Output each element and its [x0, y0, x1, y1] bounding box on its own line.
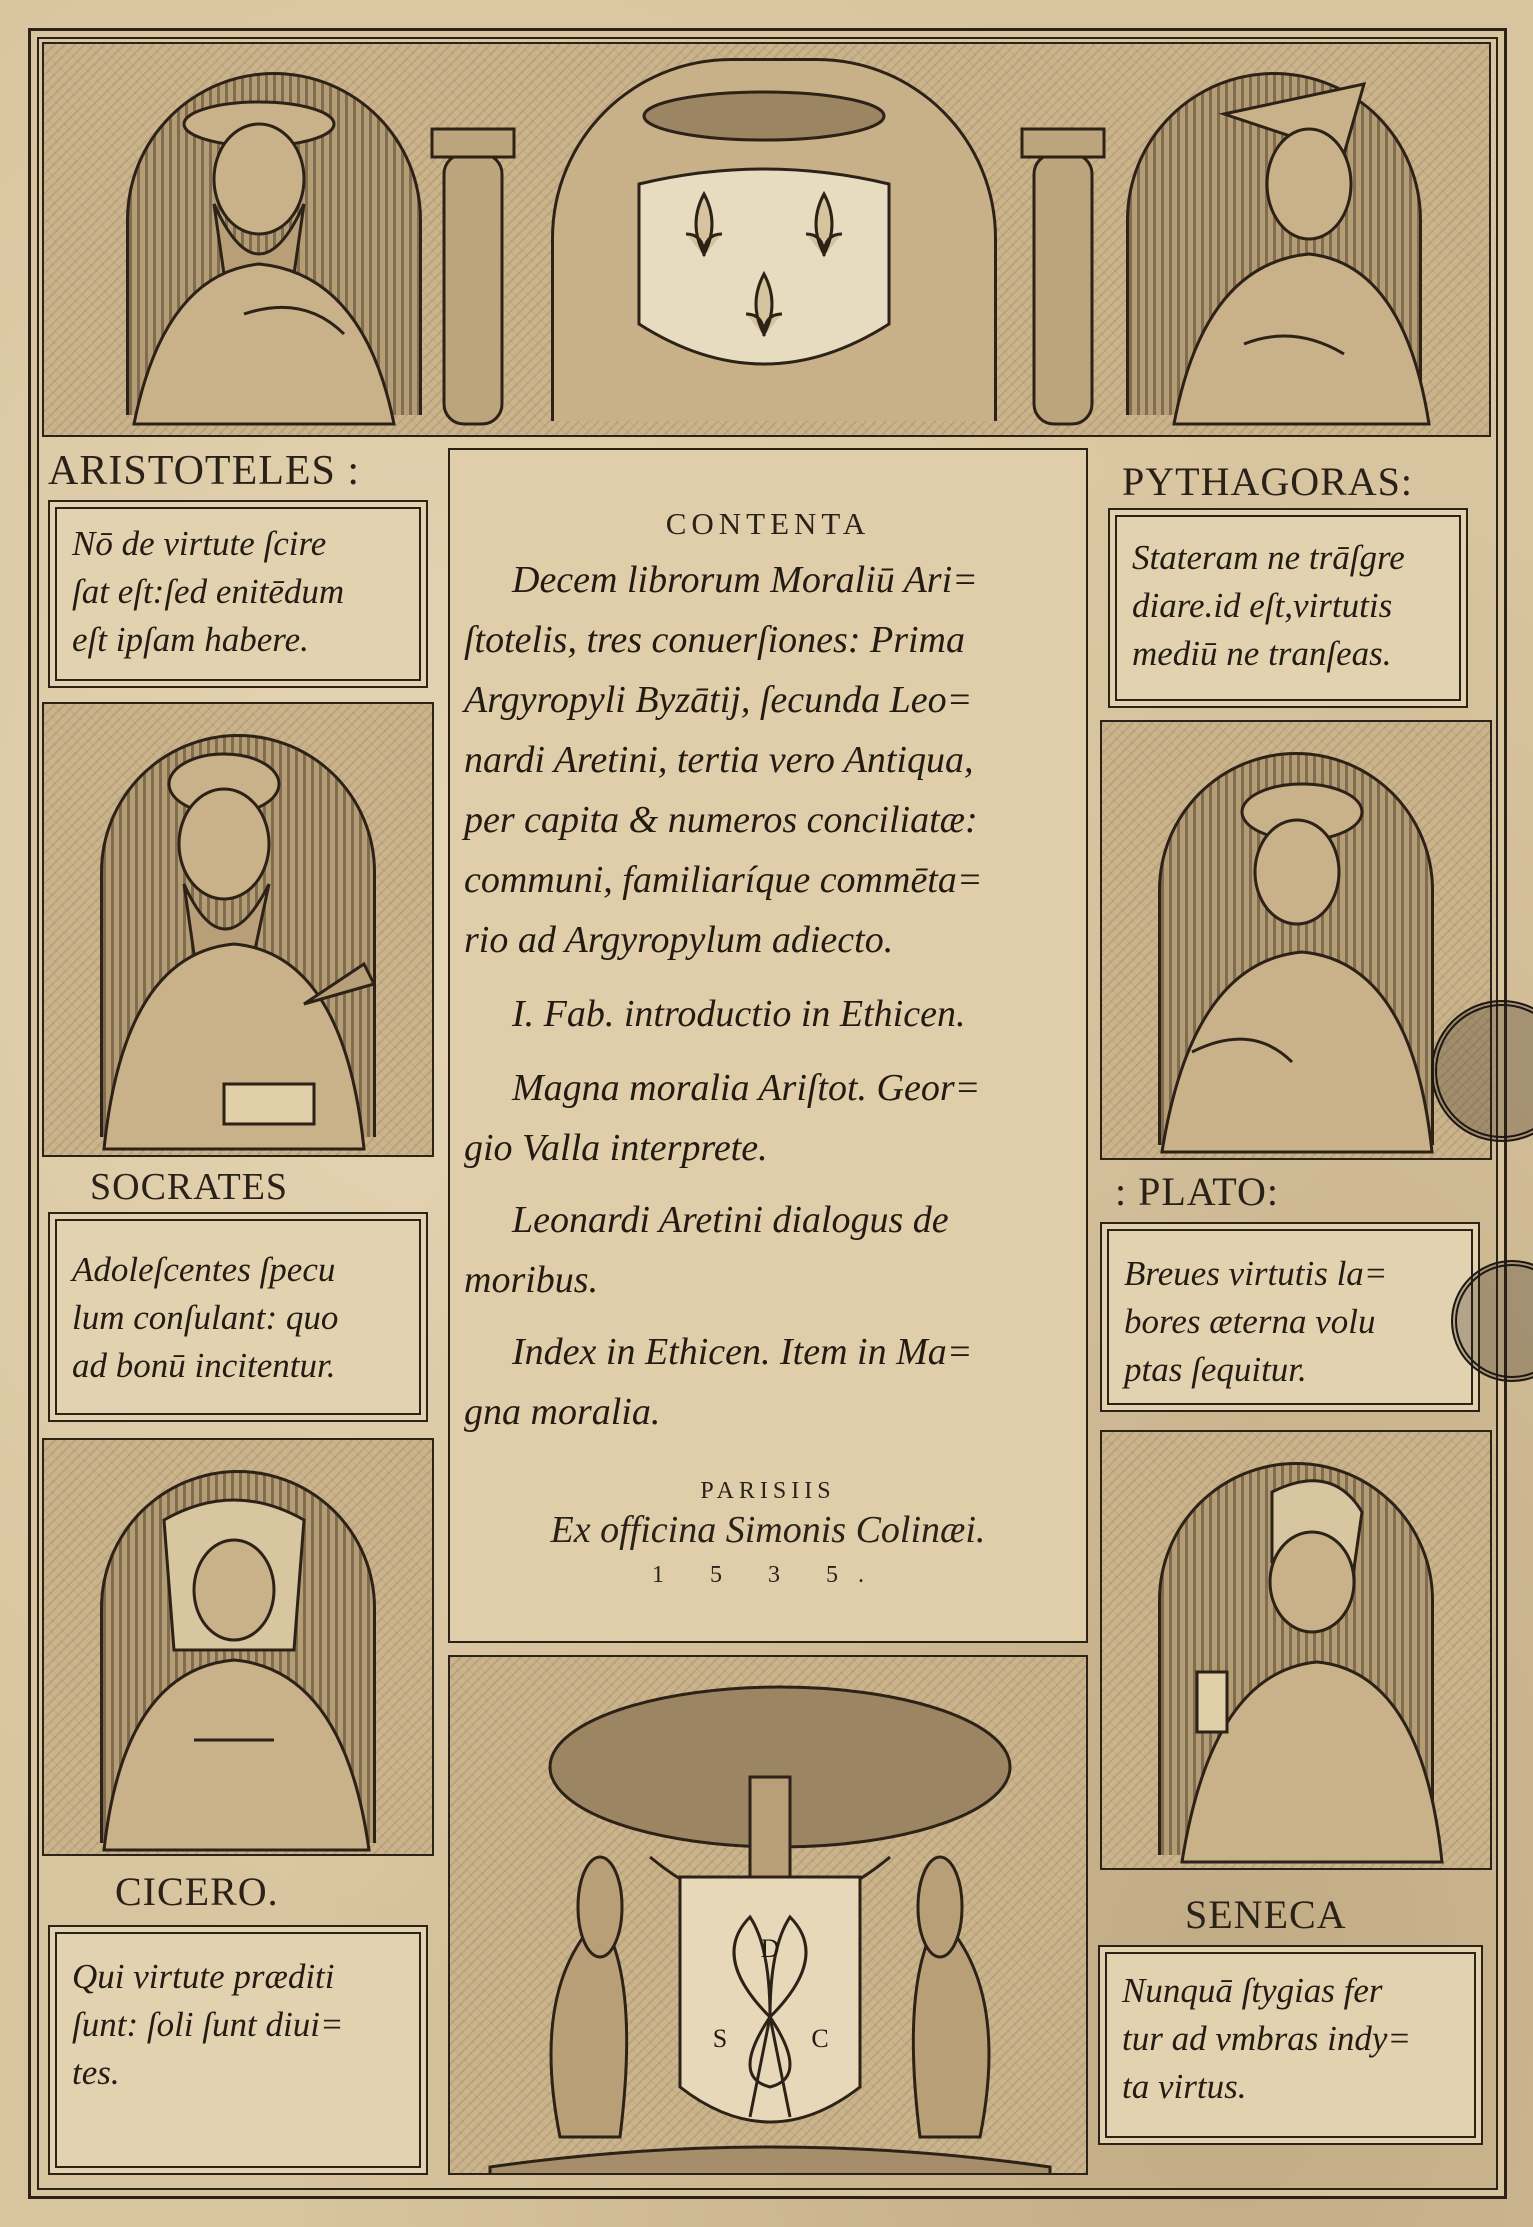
plato-panel [1100, 720, 1492, 1160]
contents-entry-2-text: I. Fab. introductio in Ethicen. [512, 993, 966, 1035]
imprint-city: PARISIIS [700, 1478, 836, 1504]
top-banner-art [44, 44, 1491, 437]
aristotle-name: ARISTOTELES : [48, 448, 361, 494]
cicero-portrait [44, 1440, 434, 1856]
socrates-portrait [44, 704, 434, 1157]
seneca-panel [1100, 1430, 1492, 1870]
fleur-de-lis-shield [639, 92, 889, 364]
device-letter-c: C [811, 2024, 829, 2053]
pythagoras-name: PYTHAGORAS: [1122, 459, 1414, 504]
cicero-panel [42, 1438, 434, 1856]
contents-entry-3-text: Magna moralia Ariſtot. Geor= gio Valla interprete. [464, 1067, 981, 1169]
contents-entry-4 [464, 1190, 1084, 1310]
contents-entry-1-text: Decem librorum Moraliū Ari= ſtotelis, tres conuerſiones: Prima Argyropyli Byzātij, ſecunda Leo= nardi Aretini, tertia vero Antiqua, per capita & numeros conciliatæ: communi, familiaríque commēta= rio ad Argyropylum adiecto. [464, 559, 983, 961]
cicero-motto: Qui virtute præditi ſunt: ſoli ſunt diui= tes. [48, 1925, 428, 2175]
contents-entry-1 [464, 550, 1084, 970]
printers-device [450, 1657, 1088, 2175]
imprint-year: 1 5 3 5. [652, 1562, 884, 1588]
pythagoras-portrait [1174, 84, 1429, 424]
plato-motto: Breues virtutis la= bores æterna volu ptas ſequitur. [1100, 1222, 1480, 1412]
socrates-panel [42, 702, 434, 1157]
socrates-motto: Adoleſcentes ſpecu lum conſulant: quo ad bonū incitentur. [48, 1212, 428, 1422]
pythagoras-motto: Stateram ne trāſgre diare.id eſt,virtutis mediū ne tranſeas. [1108, 508, 1468, 708]
plato-portrait [1102, 722, 1492, 1160]
aristotle-motto: Nō de virtute ſcire ſat eſt:ſed enitēdum eſt ipſam habere. [48, 500, 428, 688]
contents-entry-5-text: Index in Ethicen. Item in Ma= gna moralia. [464, 1331, 973, 1433]
contents-entry-5 [464, 1322, 1084, 1442]
contents-entry-4-text: Leonardi Aretini dialogus de moribus. [464, 1199, 949, 1301]
imprint-line: Ex officina Simonis Colinæi. [550, 1509, 986, 1551]
seneca-motto: Nunquā ſtygias fer tur ad vmbras indy= ta virtus. [1098, 1945, 1483, 2145]
contents-entry-3 [464, 1058, 1084, 1178]
cicero-name: CICERO. [115, 1869, 279, 1914]
seneca-name: SENECA [1185, 1892, 1347, 1937]
printers-device-panel [448, 1655, 1088, 2175]
contents-panel [448, 448, 1088, 1643]
plato-name: : PLATO: [1115, 1169, 1279, 1214]
top-banner [42, 42, 1491, 437]
device-letter-s: S [712, 2024, 728, 2053]
seneca-portrait [1102, 1432, 1492, 1870]
socrates-name: SOCRATES [90, 1166, 289, 1208]
contents-heading: CONTENTA [665, 506, 871, 541]
device-letter-d: D [760, 1934, 780, 1963]
contents-entry-2 [464, 984, 1084, 1044]
aristotle-portrait [134, 102, 394, 424]
